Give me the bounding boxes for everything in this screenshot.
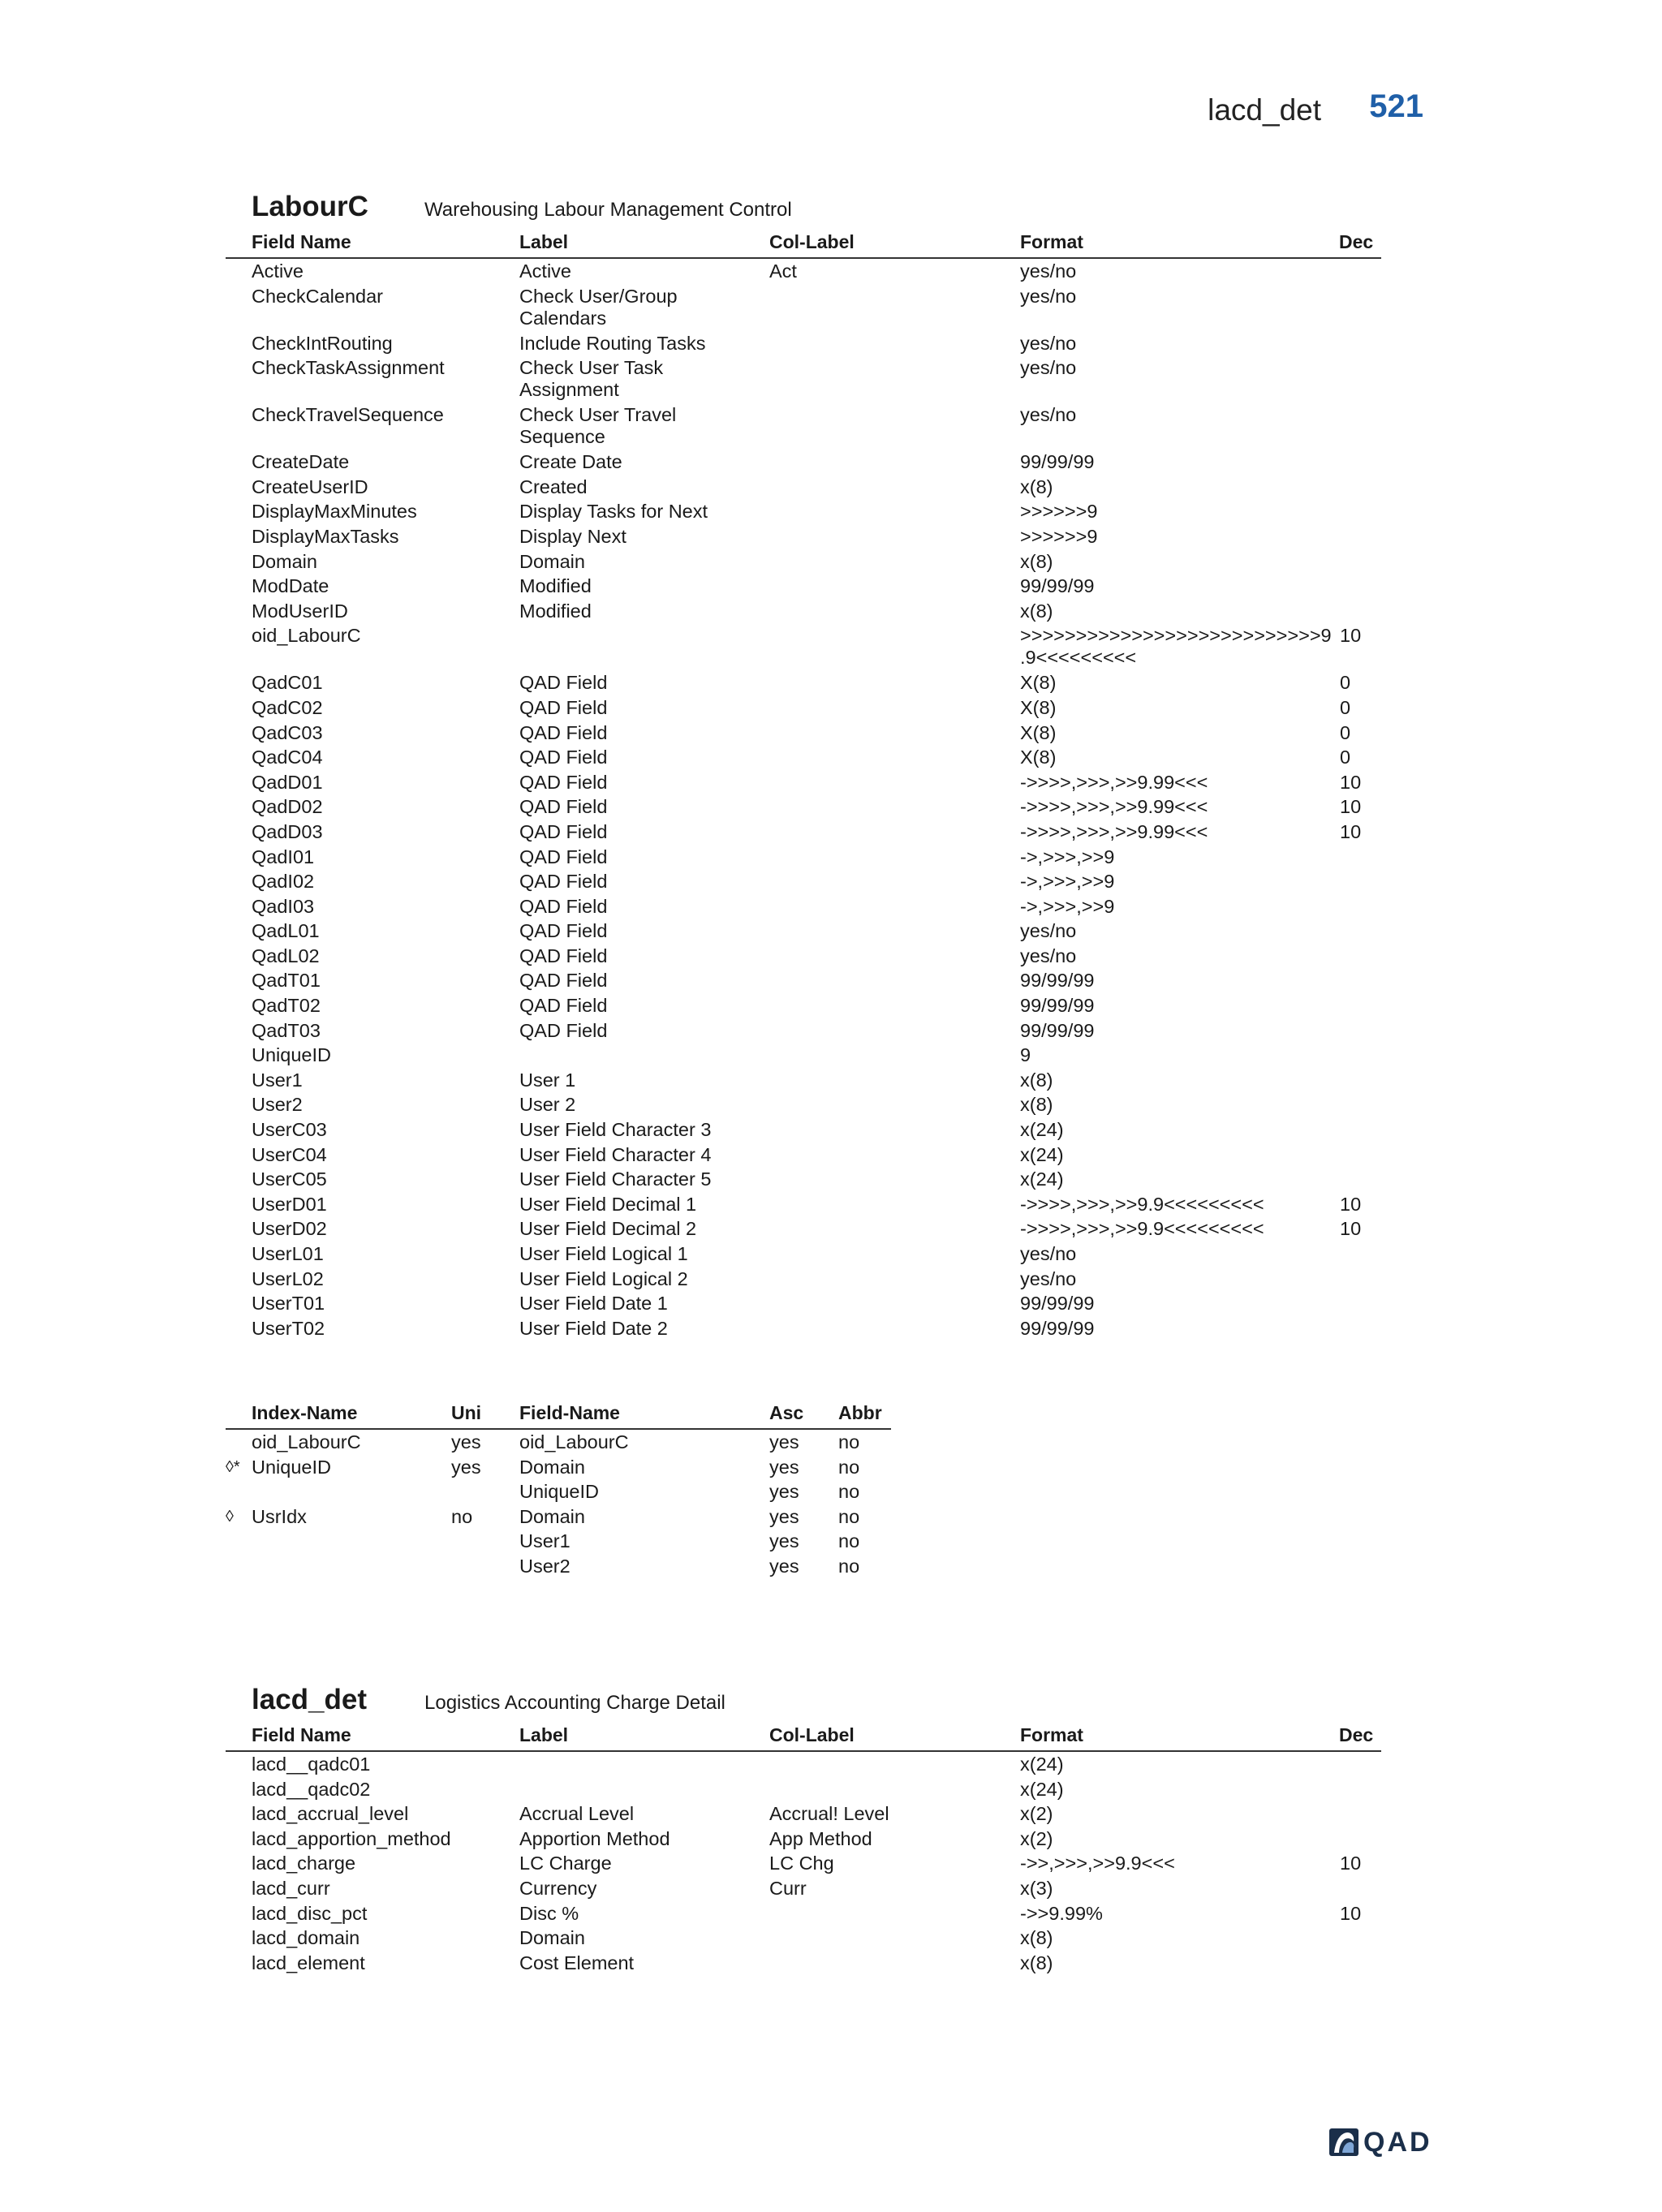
field-name-cell: lacd_accrual_level [252,1803,409,1825]
index-field-cell: oid_LabourC [519,1431,629,1452]
logo-wordmark: QAD [1363,2127,1432,2158]
format-cell: yes/no [1020,1267,1077,1289]
format-cell: x(24) [1020,1778,1064,1800]
table-name: lacd_det [252,1684,367,1715]
table-title-row [226,1684,1381,1724]
format-cell: x(3) [1020,1877,1053,1899]
format-cell: ->>>>,>>>,>>9.9<<<<<<<<< [1020,1193,1264,1215]
field-name-cell: DisplayMaxMinutes [252,501,417,523]
field-name-cell: ModDate [252,575,329,597]
index-row [226,1430,891,1455]
format-cell: ->>>>,>>>,>>9.99<<< [1020,771,1208,793]
table-row [226,524,1381,549]
field-name-cell: UserT01 [252,1293,325,1315]
field-name-cell: QadC02 [252,696,323,718]
label-cell: QAD Field [519,995,608,1017]
label-cell: User Field Logical 2 [519,1267,688,1289]
abbr-cell: no [838,1481,860,1503]
field-name-cell: CheckTaskAssignment [252,357,445,379]
qad-logo-icon [1329,2128,1358,2156]
col-header-col-label: Col-Label [769,1724,855,1745]
dec-cell: 10 [1340,1902,1362,1924]
table-row [226,1068,1381,1093]
table-row [226,1242,1381,1267]
abbr-cell: no [838,1456,860,1478]
field-name-cell: QadD02 [252,796,323,818]
col-header-format: Format [1020,1724,1083,1745]
label-cell: QAD Field [519,970,608,992]
format-cell: x(8) [1020,1927,1053,1949]
field-name-cell: UserL02 [252,1267,324,1289]
table-row [226,1901,1381,1926]
format-cell: yes/no [1020,285,1077,307]
label-cell: Domain [519,550,585,572]
index-field-cell: User2 [519,1555,571,1577]
label-cell: QAD Field [519,945,608,966]
table-row [226,1801,1381,1827]
field-name-cell: oid_LabourC [252,625,361,647]
format-cell: x(24) [1020,1119,1064,1141]
field-rows [226,259,1381,1341]
table-row [226,845,1381,870]
table-row [226,1827,1381,1852]
label-cell: User 1 [519,1069,576,1091]
field-name-cell: CheckCalendar [252,285,383,307]
index-marker: ◊* [226,1457,240,1476]
col-label-cell: Curr [769,1877,807,1899]
index-field-cell: Domain [519,1505,585,1527]
index-rows [226,1430,891,1579]
table-row [226,499,1381,524]
label-cell: Domain [519,1927,585,1949]
col-header-field-name: Field-Name [519,1402,620,1423]
field-name-cell: QadL01 [252,920,320,942]
table-row [226,355,1381,402]
asc-cell: yes [769,1456,799,1478]
format-cell: 99/99/99 [1020,575,1095,597]
table-row [226,919,1381,944]
table-row [226,1291,1381,1316]
field-name-cell: lacd_apportion_method [252,1827,451,1849]
qad-logo [1329,2127,1451,2159]
format-cell: x(8) [1020,550,1053,572]
table-row [226,944,1381,969]
format-cell: ->,>>>,>>9 [1020,895,1115,917]
label-cell: Check User Travel Sequence [519,404,677,448]
format-cell: x(8) [1020,1952,1053,1973]
format-cell: x(8) [1020,1069,1053,1091]
index-header-row [226,1402,891,1430]
table-row [226,1752,1381,1777]
label-cell: Include Routing Tasks [519,332,706,354]
label-cell: Active [519,260,571,282]
table-row [226,475,1381,500]
col-header-uni: Uni [451,1402,482,1423]
index-field-cell: User1 [519,1530,571,1552]
table-row [226,1316,1381,1341]
uni-cell: no [451,1505,473,1527]
format-cell: ->>>>,>>>,>>9.9<<<<<<<<< [1020,1218,1264,1240]
field-name-cell: QadT03 [252,1019,321,1041]
field-name-cell: UserD02 [252,1218,327,1240]
field-name-cell: UserC05 [252,1168,327,1190]
field-name-cell: lacd_curr [252,1877,330,1899]
table-row [226,770,1381,795]
abbr-cell: no [838,1505,860,1527]
field-name-cell: lacd_charge [252,1853,356,1874]
abbr-cell: no [838,1555,860,1577]
dec-cell: 10 [1340,820,1362,842]
format-cell: 99/99/99 [1020,1317,1095,1339]
abbr-cell: no [838,1530,860,1552]
index-table [226,1402,891,1579]
format-cell: x(24) [1020,1168,1064,1190]
dec-cell: 10 [1340,796,1362,818]
format-cell: yes/no [1020,920,1077,942]
table-row [226,331,1381,356]
col-header-asc: Asc [769,1402,804,1423]
table-row [226,1117,1381,1143]
table-row [226,1876,1381,1901]
abbr-cell: no [838,1431,860,1452]
label-cell: User Field Decimal 2 [519,1218,697,1240]
label-cell: Disc % [519,1902,579,1924]
table-row [226,1143,1381,1168]
dec-cell: 10 [1340,1218,1362,1240]
col-label-cell: App Method [769,1827,872,1849]
field-name-cell: QadT01 [252,970,321,992]
dec-cell: 0 [1340,696,1351,718]
col-header-dec: Dec [1339,1724,1374,1745]
field-name-cell: Domain [252,550,317,572]
table-row [226,670,1381,695]
table-row [226,1777,1381,1802]
format-cell: X(8) [1020,672,1057,694]
format-cell: x(24) [1020,1754,1064,1775]
table-title-row [226,191,1381,231]
table-row [226,599,1381,624]
field-name-cell: User1 [252,1069,303,1091]
table-row [226,549,1381,575]
format-cell: 99/99/99 [1020,1293,1095,1315]
index-name-cell: UniqueID [252,1456,331,1478]
col-label-cell: Act [769,260,797,282]
col-label-cell: LC Chg [769,1853,834,1874]
label-cell: Create Date [519,451,622,473]
table-row [226,745,1381,770]
field-name-cell: QadT02 [252,995,321,1017]
format-cell: >>>>>>9 [1020,525,1098,547]
label-cell: Check User Task Assignment [519,357,664,401]
label-cell: QAD Field [519,696,608,718]
col-header-index-name: Index-Name [252,1402,358,1423]
table-row [226,574,1381,599]
field-name-cell: QadC04 [252,747,323,768]
field-rows [226,1752,1381,1975]
table-description: Warehousing Labour Management Control [424,199,792,221]
field-name-cell: lacd_disc_pct [252,1902,368,1924]
label-cell: User Field Logical 1 [519,1243,688,1264]
index-row [226,1554,891,1579]
table-row [226,1926,1381,1951]
format-cell: yes/no [1020,945,1077,966]
table-row [226,1018,1381,1044]
table-row [226,869,1381,894]
label-cell: QAD Field [519,920,608,942]
format-cell: yes/no [1020,404,1077,426]
table-row [226,623,1381,670]
uni-cell: yes [451,1456,481,1478]
format-cell: ->>,>>>,>>9.9<<< [1020,1853,1175,1874]
index-field-cell: Domain [519,1456,585,1478]
format-cell: 9 [1020,1044,1031,1066]
label-cell: QAD Field [519,820,608,842]
dec-cell: 10 [1340,625,1362,647]
col-header-label: Label [519,231,569,252]
table-row [226,259,1381,284]
field-name-cell: Active [252,260,304,282]
table-row [226,1092,1381,1117]
dec-cell: 0 [1340,672,1351,694]
format-cell: ->>>>,>>>,>>9.99<<< [1020,796,1208,818]
label-cell: Cost Element [519,1952,635,1973]
index-row [226,1529,891,1554]
format-cell: x(8) [1020,600,1053,622]
field-name-cell: UniqueID [252,1044,331,1066]
dec-cell: 10 [1340,771,1362,793]
label-cell: QAD Field [519,721,608,743]
format-cell: yes/no [1020,332,1077,354]
field-name-cell: UserC03 [252,1119,327,1141]
label-cell: User Field Character 3 [519,1119,712,1141]
table-row [226,968,1381,993]
format-cell: ->,>>>,>>9 [1020,846,1115,867]
format-cell: 99/99/99 [1020,970,1095,992]
label-cell: Currency [519,1877,597,1899]
asc-cell: yes [769,1505,799,1527]
field-name-cell: lacd_domain [252,1927,360,1949]
label-cell: Accrual Level [519,1803,635,1825]
col-label-cell: Accrual! Level [769,1803,889,1825]
index-field-cell: UniqueID [519,1481,599,1503]
label-cell: User Field Date 2 [519,1317,668,1339]
label-cell: User Field Date 1 [519,1293,668,1315]
label-cell: Check User/Group Calendars [519,285,678,329]
format-cell: ->>9.99% [1020,1902,1103,1924]
col-header-col-label: Col-Label [769,231,855,252]
field-name-cell: User2 [252,1094,303,1116]
format-cell: yes/no [1020,260,1077,282]
field-name-cell: DisplayMaxTasks [252,525,399,547]
field-name-cell: UserT02 [252,1317,325,1339]
label-cell: QAD Field [519,846,608,867]
field-name-cell: CheckTravelSequence [252,404,444,426]
format-cell: 99/99/99 [1020,995,1095,1017]
table-row [226,1267,1381,1292]
table-row [226,1216,1381,1242]
col-header-dec: Dec [1339,231,1374,252]
label-cell: QAD Field [519,771,608,793]
table-row [226,894,1381,919]
index-row [226,1504,891,1530]
index-marker: ◊ [226,1507,234,1526]
label-cell: Created [519,476,588,497]
asc-cell: yes [769,1431,799,1452]
field-name-cell: QadI03 [252,895,315,917]
label-cell: User 2 [519,1094,576,1116]
col-header-label: Label [519,1724,569,1745]
field-name-cell: QadL02 [252,945,320,966]
format-cell: ->,>>>,>>9 [1020,871,1115,893]
format-cell: x(24) [1020,1143,1064,1165]
field-name-cell: QadD03 [252,820,323,842]
table-row [226,993,1381,1018]
table-row [226,1043,1381,1068]
format-cell: X(8) [1020,696,1057,718]
format-cell: X(8) [1020,721,1057,743]
label-cell: QAD Field [519,796,608,818]
field-name-cell: lacd__qadc02 [252,1778,371,1800]
field-name-cell: QadI01 [252,846,315,867]
field-name-cell: QadD01 [252,771,323,793]
field-name-cell: QadC01 [252,672,323,694]
label-cell: User Field Character 5 [519,1168,712,1190]
index-name-cell: UsrIdx [252,1505,307,1527]
format-cell: >>>>>>>>>>>>>>>>>>>>>>>>>>>9 .9<<<<<<<<< [1020,625,1332,669]
format-cell: x(2) [1020,1827,1053,1849]
field-name-cell: lacd_element [252,1952,365,1973]
dec-cell: 10 [1340,1853,1362,1874]
label-cell: QAD Field [519,672,608,694]
table-row [226,1192,1381,1217]
section-name: lacd_det [1208,93,1321,127]
col-header-field-name: Field Name [252,1724,351,1745]
table-row [226,695,1381,721]
format-cell: x(8) [1020,1094,1053,1116]
format-cell: yes/no [1020,1243,1077,1264]
col-header-format: Format [1020,231,1083,252]
label-cell: QAD Field [519,871,608,893]
table-description: Logistics Accounting Charge Detail [424,1692,726,1714]
table-row [226,284,1381,331]
table-row [226,1851,1381,1876]
format-cell: 99/99/99 [1020,451,1095,473]
page-number: 521 [1369,88,1423,124]
label-cell: Modified [519,600,592,622]
column-header-row [226,1724,1381,1752]
col-header-field-name: Field Name [252,231,351,252]
field-name-cell: QadC03 [252,721,323,743]
field-name-cell: UserL01 [252,1243,324,1264]
table-row [226,402,1381,450]
label-cell: User Field Character 4 [519,1143,712,1165]
field-name-cell: CheckIntRouting [252,332,393,354]
column-header-row [226,231,1381,259]
asc-cell: yes [769,1481,799,1503]
field-name-cell: CreateUserID [252,476,368,497]
field-name-cell: CreateDate [252,451,350,473]
index-row [226,1479,891,1504]
labourc-table [226,191,1381,1341]
index-name-cell: oid_LabourC [252,1431,361,1452]
label-cell: Apportion Method [519,1827,670,1849]
table-row [226,1951,1381,1976]
format-cell: x(2) [1020,1803,1053,1825]
field-name-cell: UserD01 [252,1193,327,1215]
table-row [226,1167,1381,1192]
label-cell: QAD Field [519,1019,608,1041]
field-name-cell: UserC04 [252,1143,327,1165]
label-cell: Display Tasks for Next [519,501,708,523]
asc-cell: yes [769,1555,799,1577]
dec-cell: 0 [1340,747,1351,768]
field-name-cell: ModUserID [252,600,348,622]
format-cell: yes/no [1020,357,1077,379]
label-cell: Display Next [519,525,626,547]
table-row [226,450,1381,475]
table-name: LabourC [252,191,368,222]
field-name-cell: QadI02 [252,871,315,893]
format-cell: 99/99/99 [1020,1019,1095,1041]
uni-cell: yes [451,1431,481,1452]
format-cell: x(8) [1020,476,1053,497]
format-cell: ->>>>,>>>,>>9.99<<< [1020,820,1208,842]
page-header [0,85,1662,134]
label-cell: LC Charge [519,1853,612,1874]
lacd-det-table [226,1684,1381,1975]
table-row [226,721,1381,746]
table-row [226,794,1381,820]
label-cell: QAD Field [519,895,608,917]
label-cell: QAD Field [519,747,608,768]
format-cell: X(8) [1020,747,1057,768]
index-row [226,1455,891,1480]
dec-cell: 10 [1340,1193,1362,1215]
field-name-cell: lacd__qadc01 [252,1754,371,1775]
table-row [226,820,1381,845]
label-cell: User Field Decimal 1 [519,1193,697,1215]
col-header-abbr: Abbr [838,1402,882,1423]
asc-cell: yes [769,1530,799,1552]
format-cell: >>>>>>9 [1020,501,1098,523]
dec-cell: 0 [1340,721,1351,743]
label-cell: Modified [519,575,592,597]
